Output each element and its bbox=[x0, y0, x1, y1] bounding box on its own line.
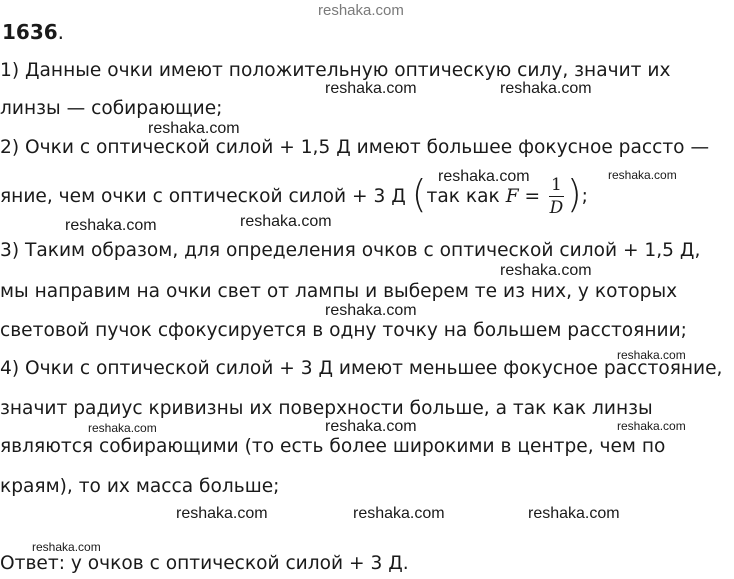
watermark: reshaka.com bbox=[32, 540, 101, 554]
formula-fraction bbox=[549, 174, 564, 219]
line-7: световой пучок сфокусируется в одну точку на большем расстоянии; bbox=[0, 320, 687, 341]
formula-prefix: так как bbox=[426, 186, 500, 207]
line-6: мы направим на очки свет от лампы и выберем те из них, у которых bbox=[0, 281, 678, 302]
formula-equals: = bbox=[518, 186, 547, 207]
formula-variable: F bbox=[505, 186, 519, 207]
watermark: reshaka.com bbox=[325, 302, 417, 319]
watermark: reshaka.com bbox=[353, 505, 445, 522]
formula-end: ; bbox=[581, 186, 588, 207]
line-11: краям), то их масса больше; bbox=[0, 476, 280, 497]
watermark: reshaka.com bbox=[500, 262, 592, 279]
problem-number-value: 1636 bbox=[2, 20, 58, 44]
watermark-top: reshaka.com bbox=[318, 2, 404, 19]
watermark: reshaka.com bbox=[325, 418, 417, 435]
line-10: являются собирающими (то есть более широкими в центре, чем по bbox=[0, 436, 666, 457]
watermark: reshaka.com bbox=[176, 505, 268, 522]
line-3: 2) Очки с оптической силой + 1,5 Д имеют большее фокусное рассто — bbox=[0, 137, 710, 158]
watermark: reshaka.com bbox=[65, 217, 157, 234]
line-8: 4) Очки с оптической силой + 3 Д имеют меньшее фокусное расстояние, bbox=[0, 358, 723, 379]
watermark: reshaka.com bbox=[88, 421, 157, 435]
line-9: значит радиус кривизны их поверхности больше, а так как линзы bbox=[0, 398, 653, 419]
watermark: reshaka.com bbox=[608, 168, 677, 182]
line-2: линзы — собирающие; bbox=[0, 98, 223, 119]
problem-number-suffix: . bbox=[57, 20, 65, 44]
problem-number bbox=[2, 20, 64, 44]
fraction-denominator: D bbox=[549, 198, 564, 218]
fraction-numerator: 1 bbox=[551, 175, 562, 195]
line-4-text: яние, чем очки с оптической силой + 3 Д bbox=[0, 186, 406, 207]
answer-line: Ответ: у очков с оптической силой + 3 Д. bbox=[0, 553, 409, 574]
watermark: reshaka.com bbox=[500, 80, 592, 97]
watermark: reshaka.com bbox=[240, 213, 332, 230]
line-1: 1) Данные очки имеют положительную оптическую силу, значит их bbox=[0, 60, 671, 81]
watermark: reshaka.com bbox=[617, 419, 686, 433]
watermark: reshaka.com bbox=[148, 120, 240, 137]
watermark: reshaka.com bbox=[617, 348, 686, 362]
watermark: reshaka.com bbox=[325, 80, 417, 97]
watermark: reshaka.com bbox=[438, 168, 530, 185]
watermark: reshaka.com bbox=[528, 505, 620, 522]
line-5: 3) Таким образом, для определения очков с оптической силой + 1,5 Д, bbox=[0, 240, 701, 261]
open-paren: ( bbox=[411, 171, 427, 216]
close-paren: ) bbox=[566, 171, 582, 216]
